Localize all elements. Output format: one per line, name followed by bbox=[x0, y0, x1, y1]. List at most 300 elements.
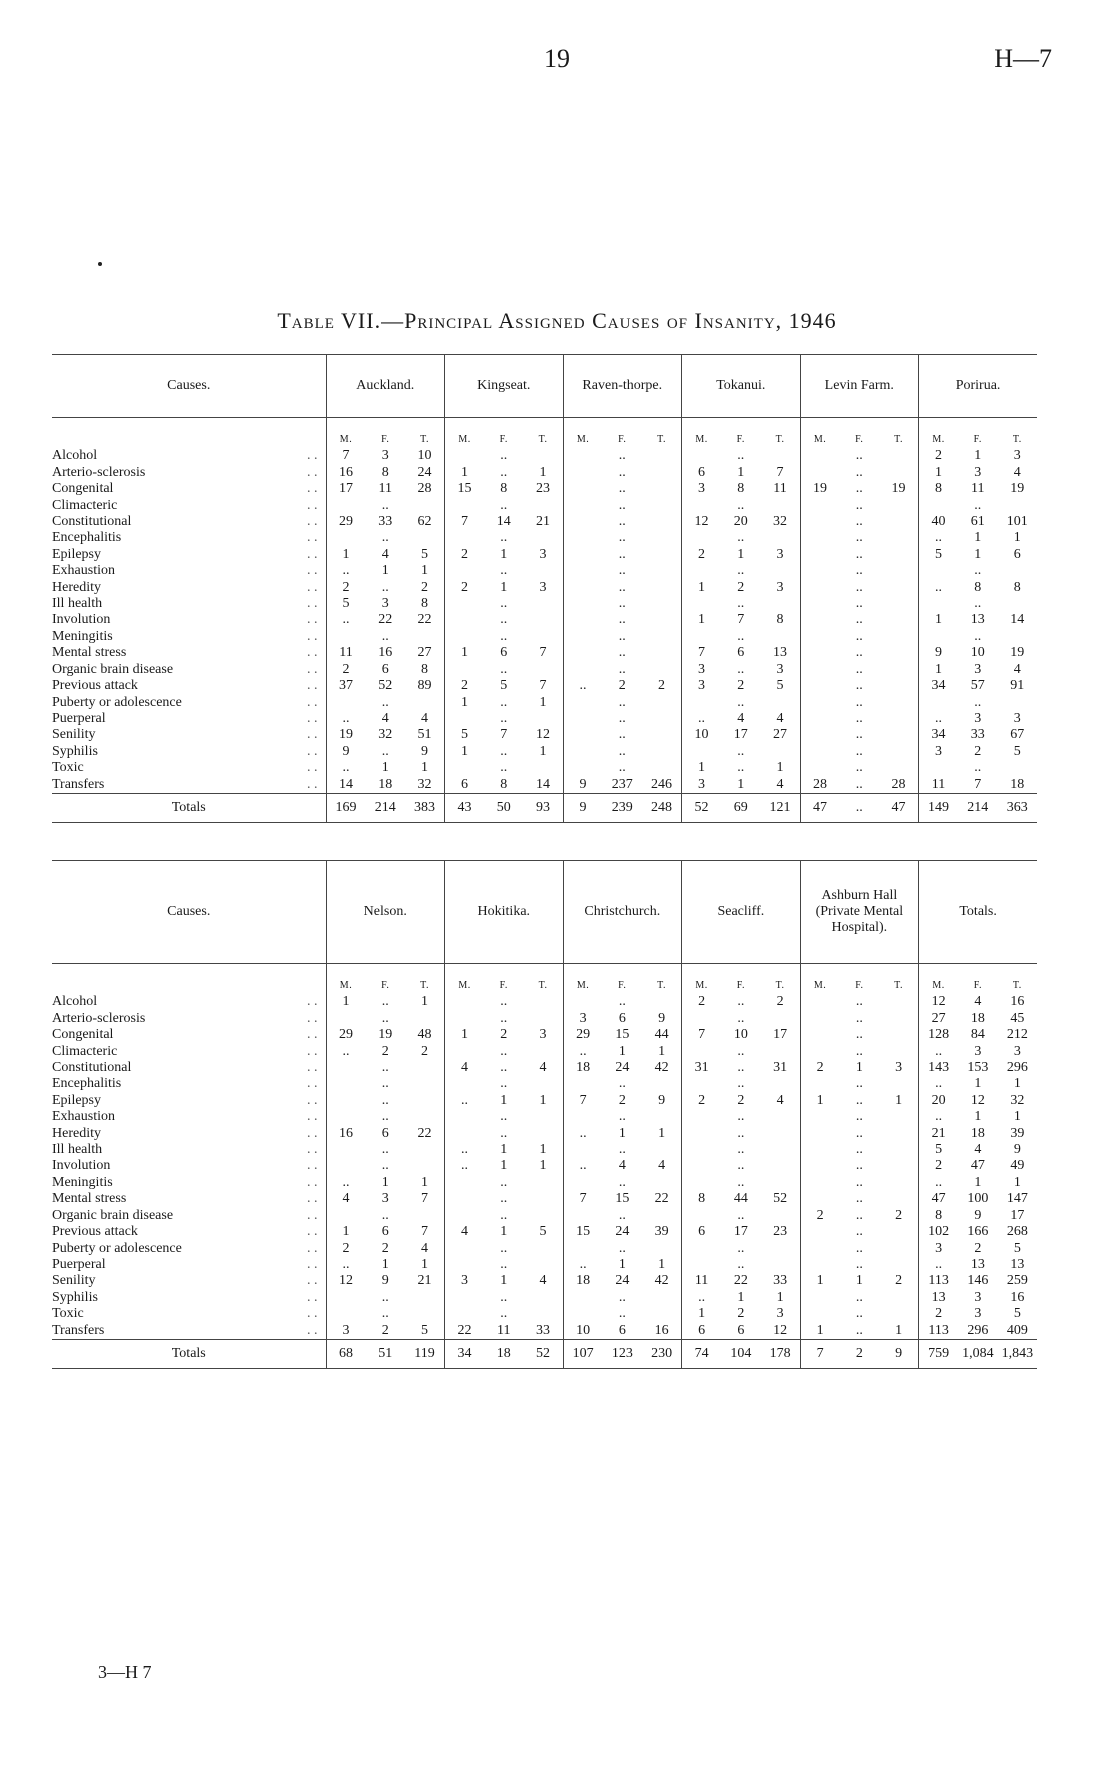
cause-label: Ill health bbox=[52, 1142, 103, 1158]
value-cell: 44 bbox=[733, 1191, 748, 1207]
cause-label: Constitutional bbox=[52, 514, 132, 530]
cause-label: Transfers bbox=[52, 776, 105, 792]
value-cell: .. bbox=[855, 1125, 863, 1141]
value-cell bbox=[879, 514, 919, 530]
cause-label: Meningitis bbox=[52, 628, 113, 644]
leader-dots: . . bbox=[307, 1174, 318, 1190]
value-cell: 27 bbox=[919, 1011, 959, 1027]
header-row bbox=[52, 861, 1037, 964]
leader-dots: . . bbox=[307, 1027, 318, 1043]
value-cell: 7 bbox=[421, 1191, 429, 1207]
value-cell: .. bbox=[737, 1109, 745, 1125]
value-cell: 268 bbox=[1006, 1224, 1028, 1240]
value-cell bbox=[563, 1290, 603, 1306]
value-cell bbox=[326, 1011, 366, 1027]
value-cell: 8 bbox=[919, 1208, 959, 1224]
value-cell: 4 bbox=[421, 710, 429, 726]
total-cell: 34 bbox=[445, 1339, 485, 1368]
value-cell bbox=[563, 1241, 603, 1257]
value-cell: 3 bbox=[974, 464, 982, 480]
cause-label: Climacteric bbox=[52, 497, 118, 513]
value-cell: 12 bbox=[536, 727, 551, 743]
value-cell: 7 bbox=[563, 1191, 603, 1207]
value-cell bbox=[642, 1175, 682, 1191]
value-cell bbox=[879, 1027, 919, 1043]
value-cell: .. bbox=[618, 628, 626, 644]
total-cell: 2 bbox=[840, 1339, 880, 1368]
value-cell bbox=[879, 994, 919, 1010]
value-cell bbox=[879, 580, 919, 596]
value-cell: .. bbox=[737, 1158, 745, 1174]
value-cell bbox=[879, 547, 919, 563]
total-cell: 248 bbox=[642, 793, 682, 822]
value-cell: 113 bbox=[919, 1323, 959, 1340]
value-cell bbox=[879, 711, 919, 727]
value-cell: 1 bbox=[919, 465, 959, 481]
value-cell: .. bbox=[500, 710, 508, 726]
value-cell: 22 bbox=[417, 1125, 432, 1141]
cause-label: Constitutional bbox=[52, 1060, 132, 1076]
value-cell: .. bbox=[618, 1109, 626, 1125]
value-cell bbox=[682, 1241, 722, 1257]
value-cell bbox=[642, 711, 682, 727]
value-cell: 1 bbox=[539, 464, 547, 480]
value-cell bbox=[405, 1011, 445, 1027]
value-cell: 3 bbox=[539, 546, 547, 562]
value-cell: 1 bbox=[421, 1174, 429, 1190]
value-cell bbox=[879, 1290, 919, 1306]
total-cell: 68 bbox=[326, 1339, 366, 1368]
value-cell bbox=[445, 596, 485, 612]
cause-cell bbox=[52, 1290, 326, 1306]
value-cell: 18 bbox=[563, 1273, 603, 1289]
value-cell bbox=[879, 744, 919, 760]
value-cell: 2 bbox=[776, 994, 784, 1010]
value-cell bbox=[524, 1076, 564, 1092]
column-header: Hokitika. bbox=[445, 861, 564, 964]
value-cell: 1 bbox=[974, 1109, 982, 1125]
value-cell: 146 bbox=[967, 1273, 989, 1289]
value-cell: 4 bbox=[1013, 464, 1021, 480]
total-cell: 69 bbox=[721, 793, 761, 822]
value-cell: 12 bbox=[773, 1322, 788, 1338]
leader-dots: . . bbox=[307, 1289, 318, 1305]
value-cell bbox=[642, 727, 682, 743]
total-cell: .. bbox=[840, 793, 880, 822]
table-row bbox=[52, 1109, 1037, 1125]
value-cell: .. bbox=[500, 1076, 508, 1092]
value-cell: 2 bbox=[737, 579, 745, 595]
value-cell: .. bbox=[500, 612, 508, 628]
value-cell bbox=[524, 629, 564, 645]
value-cell: 15 bbox=[445, 481, 485, 497]
value-cell: 33 bbox=[378, 514, 393, 530]
sex-header-m: M. bbox=[919, 964, 959, 995]
value-cell: .. bbox=[737, 448, 745, 464]
value-cell: 13 bbox=[919, 1290, 959, 1306]
value-cell: 14 bbox=[496, 514, 511, 530]
document-code: H—7 bbox=[994, 44, 1052, 73]
value-cell bbox=[524, 1306, 564, 1322]
value-cell bbox=[682, 1208, 722, 1224]
value-cell: 2 bbox=[974, 743, 982, 759]
cause-cell bbox=[52, 1076, 326, 1092]
value-cell: .. bbox=[618, 579, 626, 595]
value-cell bbox=[445, 1011, 485, 1027]
value-cell: 3 bbox=[539, 1027, 547, 1043]
value-cell bbox=[642, 629, 682, 645]
value-cell: 147 bbox=[1006, 1191, 1028, 1207]
value-cell: .. bbox=[855, 579, 863, 595]
sex-header-m: M. bbox=[445, 964, 485, 995]
value-cell: .. bbox=[737, 1060, 745, 1076]
leader-dots: . . bbox=[307, 1125, 318, 1141]
value-cell: .. bbox=[737, 994, 745, 1010]
value-cell bbox=[642, 498, 682, 514]
value-cell bbox=[563, 514, 603, 530]
value-cell: .. bbox=[974, 497, 982, 513]
value-cell bbox=[524, 760, 564, 776]
table-row bbox=[52, 1011, 1037, 1027]
table-row bbox=[52, 547, 1037, 563]
value-cell: .. bbox=[500, 1240, 508, 1256]
leader-dots: . . bbox=[307, 678, 318, 694]
value-cell: 6 bbox=[445, 777, 485, 794]
value-cell bbox=[642, 662, 682, 678]
cause-cell bbox=[52, 1241, 326, 1257]
value-cell: 16 bbox=[1010, 1289, 1025, 1305]
value-cell bbox=[405, 695, 445, 711]
value-cell: 21 bbox=[536, 514, 551, 530]
leader-dots: . . bbox=[307, 1273, 318, 1289]
value-cell bbox=[445, 662, 485, 678]
value-cell bbox=[800, 1044, 840, 1060]
cause-label: Organic brain disease bbox=[52, 1207, 174, 1223]
value-cell: 91 bbox=[1010, 678, 1025, 694]
leader-dots: . . bbox=[307, 1322, 318, 1338]
value-cell: 16 bbox=[654, 1322, 669, 1338]
value-cell: .. bbox=[381, 497, 389, 513]
value-cell: 1 bbox=[326, 1224, 366, 1240]
value-cell bbox=[761, 695, 801, 711]
value-cell bbox=[642, 1142, 682, 1158]
value-cell: 33 bbox=[970, 727, 985, 743]
value-cell: 27 bbox=[417, 645, 432, 661]
value-cell: .. bbox=[737, 1043, 745, 1059]
value-cell bbox=[879, 1191, 919, 1207]
value-cell: 6 bbox=[381, 661, 389, 677]
value-cell: .. bbox=[855, 1092, 863, 1108]
value-cell bbox=[445, 498, 485, 514]
cause-label: Syphilis bbox=[52, 743, 98, 759]
value-cell: 48 bbox=[417, 1027, 432, 1043]
value-cell bbox=[879, 596, 919, 612]
value-cell: 1 bbox=[737, 776, 745, 792]
value-cell: .. bbox=[500, 661, 508, 677]
value-cell bbox=[998, 563, 1038, 579]
value-cell: 17 bbox=[733, 727, 748, 743]
value-cell: 31 bbox=[682, 1060, 722, 1076]
value-cell bbox=[682, 1076, 722, 1092]
cause-label: Puerperal bbox=[52, 1256, 106, 1272]
value-cell: 21 bbox=[417, 1273, 432, 1289]
cause-label: Involution bbox=[52, 612, 111, 628]
value-cell: 3 bbox=[776, 546, 784, 562]
value-cell: 19 bbox=[326, 727, 366, 743]
value-cell bbox=[682, 695, 722, 711]
value-cell: .. bbox=[563, 1126, 603, 1142]
value-cell bbox=[524, 1109, 564, 1125]
value-cell: .. bbox=[500, 530, 508, 546]
value-cell bbox=[800, 1224, 840, 1240]
cause-cell bbox=[52, 1158, 326, 1174]
value-cell bbox=[761, 1175, 801, 1191]
cause-label: Congenital bbox=[52, 1027, 114, 1043]
value-cell: .. bbox=[919, 1175, 959, 1191]
value-cell: 20 bbox=[733, 514, 748, 530]
total-cell: 47 bbox=[800, 793, 840, 822]
value-cell: 19 bbox=[1010, 645, 1025, 661]
value-cell: 89 bbox=[417, 678, 432, 694]
value-cell: 4 bbox=[776, 710, 784, 726]
value-cell: .. bbox=[500, 743, 508, 759]
value-cell bbox=[524, 662, 564, 678]
value-cell: .. bbox=[381, 1092, 389, 1108]
sex-header-t: T. bbox=[1012, 980, 1022, 991]
value-cell: 10 bbox=[682, 727, 722, 743]
leader-dots: . . bbox=[307, 546, 318, 562]
value-cell bbox=[800, 662, 840, 678]
value-cell: 296 bbox=[1006, 1060, 1028, 1076]
value-cell bbox=[879, 1224, 919, 1240]
column-header: Raven-thorpe. bbox=[563, 355, 682, 418]
value-cell: 9 bbox=[381, 1273, 389, 1289]
value-cell: 7 bbox=[682, 1027, 722, 1043]
value-cell bbox=[919, 596, 959, 612]
value-cell: 1 bbox=[618, 1256, 626, 1272]
value-cell bbox=[879, 1126, 919, 1142]
blank-cell bbox=[52, 964, 326, 995]
value-cell: .. bbox=[618, 546, 626, 562]
value-cell: .. bbox=[618, 1306, 626, 1322]
value-cell: 11 bbox=[378, 481, 392, 497]
value-cell bbox=[445, 994, 485, 1010]
value-cell: 22 bbox=[417, 612, 432, 628]
cause-cell bbox=[52, 448, 326, 464]
value-cell bbox=[524, 1290, 564, 1306]
value-cell: 19 bbox=[378, 1027, 393, 1043]
value-cell: .. bbox=[618, 448, 626, 464]
value-cell bbox=[682, 448, 722, 464]
sex-header-f: F. bbox=[736, 434, 745, 445]
value-cell: 1 bbox=[974, 448, 982, 464]
value-cell bbox=[800, 448, 840, 464]
totals-row bbox=[52, 1339, 1037, 1368]
value-cell: .. bbox=[855, 760, 863, 776]
value-cell: 12 bbox=[326, 1273, 366, 1289]
value-cell bbox=[879, 563, 919, 579]
value-cell: 100 bbox=[967, 1191, 989, 1207]
value-cell: 1 bbox=[658, 1256, 666, 1272]
value-cell: 1 bbox=[919, 662, 959, 678]
sex-header-f: F. bbox=[499, 434, 508, 445]
cause-cell bbox=[52, 994, 326, 1010]
value-cell: 4 bbox=[776, 1092, 784, 1108]
leader-dots: . . bbox=[307, 1092, 318, 1108]
leader-dots: . . bbox=[307, 612, 318, 628]
total-cell: 9 bbox=[879, 1339, 919, 1368]
value-cell bbox=[326, 1060, 366, 1076]
value-cell: 3 bbox=[919, 1241, 959, 1257]
value-cell bbox=[919, 695, 959, 711]
total-cell: 43 bbox=[445, 793, 485, 822]
value-cell: 1 bbox=[539, 1092, 547, 1108]
value-cell: .. bbox=[974, 563, 982, 579]
value-cell bbox=[800, 498, 840, 514]
value-cell: 3 bbox=[682, 662, 722, 678]
cause-cell bbox=[52, 645, 326, 661]
value-cell: .. bbox=[618, 694, 626, 710]
causes-header: Causes. bbox=[167, 904, 211, 919]
value-cell bbox=[682, 744, 722, 760]
value-cell: .. bbox=[563, 1257, 603, 1273]
table-row bbox=[52, 744, 1037, 760]
cause-cell bbox=[52, 1257, 326, 1273]
value-cell: 31 bbox=[773, 1060, 788, 1076]
value-cell bbox=[642, 1241, 682, 1257]
value-cell bbox=[563, 1208, 603, 1224]
value-cell: .. bbox=[381, 1060, 389, 1076]
value-cell: .. bbox=[618, 530, 626, 546]
column-header: Totals. bbox=[919, 861, 1038, 964]
sex-header-t: T. bbox=[420, 980, 429, 991]
value-cell: 14 bbox=[536, 776, 551, 792]
table-row bbox=[52, 563, 1037, 579]
value-cell: .. bbox=[855, 678, 863, 694]
table-row bbox=[52, 1241, 1037, 1257]
value-cell: .. bbox=[618, 727, 626, 743]
table-row bbox=[52, 1044, 1037, 1060]
value-cell: 1 bbox=[445, 695, 485, 711]
value-cell: .. bbox=[500, 1207, 508, 1223]
value-cell: .. bbox=[855, 1240, 863, 1256]
leader-dots: . . bbox=[307, 743, 318, 759]
value-cell: 1 bbox=[682, 1306, 722, 1322]
value-cell bbox=[563, 448, 603, 464]
value-cell: 2 bbox=[500, 1027, 508, 1043]
value-cell: 13 bbox=[1010, 1256, 1025, 1272]
value-cell: .. bbox=[737, 1240, 745, 1256]
value-cell bbox=[761, 530, 801, 546]
value-cell: 22 bbox=[654, 1191, 669, 1207]
cause-label: Previous attack bbox=[52, 678, 138, 694]
value-cell: .. bbox=[855, 1043, 863, 1059]
value-cell: .. bbox=[855, 1224, 863, 1240]
value-cell bbox=[405, 1306, 445, 1322]
value-cell: .. bbox=[855, 776, 863, 792]
column-header: Christchurch. bbox=[563, 861, 682, 964]
value-cell: 52 bbox=[773, 1191, 788, 1207]
value-cell bbox=[563, 612, 603, 628]
value-cell: 8 bbox=[381, 464, 389, 480]
cause-label: Encephalitis bbox=[52, 530, 122, 546]
value-cell bbox=[524, 1208, 564, 1224]
sex-header-m: M. bbox=[919, 418, 959, 449]
value-cell: 3 bbox=[381, 1191, 389, 1207]
value-cell: .. bbox=[855, 1109, 863, 1125]
value-cell: 9 bbox=[1013, 1142, 1021, 1158]
leader-dots: . . bbox=[307, 994, 318, 1010]
value-cell: 4 bbox=[974, 1142, 982, 1158]
table-row bbox=[52, 530, 1037, 546]
value-cell: .. bbox=[618, 1076, 626, 1092]
insanity-causes-table-1 bbox=[52, 354, 1037, 823]
value-cell bbox=[563, 645, 603, 661]
value-cell: .. bbox=[500, 448, 508, 464]
value-cell: 212 bbox=[1006, 1027, 1028, 1043]
value-cell bbox=[405, 1208, 445, 1224]
value-cell: 6 bbox=[381, 1224, 389, 1240]
value-cell: 12 bbox=[682, 514, 722, 530]
value-cell: 1 bbox=[658, 1125, 666, 1141]
sex-header-row bbox=[52, 418, 1037, 449]
value-cell: .. bbox=[563, 678, 603, 694]
value-cell: .. bbox=[855, 464, 863, 480]
value-cell: .. bbox=[855, 596, 863, 612]
value-cell bbox=[998, 760, 1038, 776]
value-cell: 7 bbox=[737, 612, 745, 628]
value-cell: 1 bbox=[895, 1322, 903, 1338]
value-cell: 2 bbox=[421, 579, 429, 595]
cause-label: Encephalitis bbox=[52, 1076, 122, 1092]
value-cell bbox=[642, 1290, 682, 1306]
value-cell: 6 bbox=[682, 465, 722, 481]
value-cell: .. bbox=[974, 628, 982, 644]
value-cell: 1 bbox=[737, 464, 745, 480]
value-cell: .. bbox=[855, 514, 863, 530]
value-cell bbox=[761, 448, 801, 464]
value-cell: 16 bbox=[1010, 994, 1025, 1010]
value-cell: .. bbox=[737, 530, 745, 546]
value-cell bbox=[563, 994, 603, 1010]
value-cell: 3 bbox=[1013, 1043, 1021, 1059]
value-cell: 2 bbox=[682, 547, 722, 563]
value-cell: 62 bbox=[417, 514, 432, 530]
value-cell: .. bbox=[563, 1158, 603, 1174]
ink-dot bbox=[98, 262, 102, 266]
sex-header-m: M. bbox=[682, 418, 722, 449]
leader-dots: . . bbox=[307, 1306, 318, 1322]
table-row bbox=[52, 1323, 1037, 1340]
value-cell: .. bbox=[855, 661, 863, 677]
value-cell: 4 bbox=[776, 776, 784, 792]
value-cell bbox=[326, 1093, 366, 1109]
value-cell: 1 bbox=[737, 1289, 745, 1305]
value-cell: .. bbox=[326, 1257, 366, 1273]
table-row bbox=[52, 645, 1037, 661]
value-cell: 3 bbox=[1013, 448, 1021, 464]
value-cell bbox=[761, 1257, 801, 1273]
leader-dots: . . bbox=[307, 563, 318, 579]
value-cell: 3 bbox=[682, 481, 722, 497]
value-cell bbox=[326, 530, 366, 546]
blank-cell bbox=[52, 418, 326, 449]
value-cell bbox=[800, 580, 840, 596]
leader-dots: . . bbox=[307, 464, 318, 480]
value-cell bbox=[800, 1306, 840, 1322]
value-cell: .. bbox=[919, 580, 959, 596]
table-row bbox=[52, 695, 1037, 711]
